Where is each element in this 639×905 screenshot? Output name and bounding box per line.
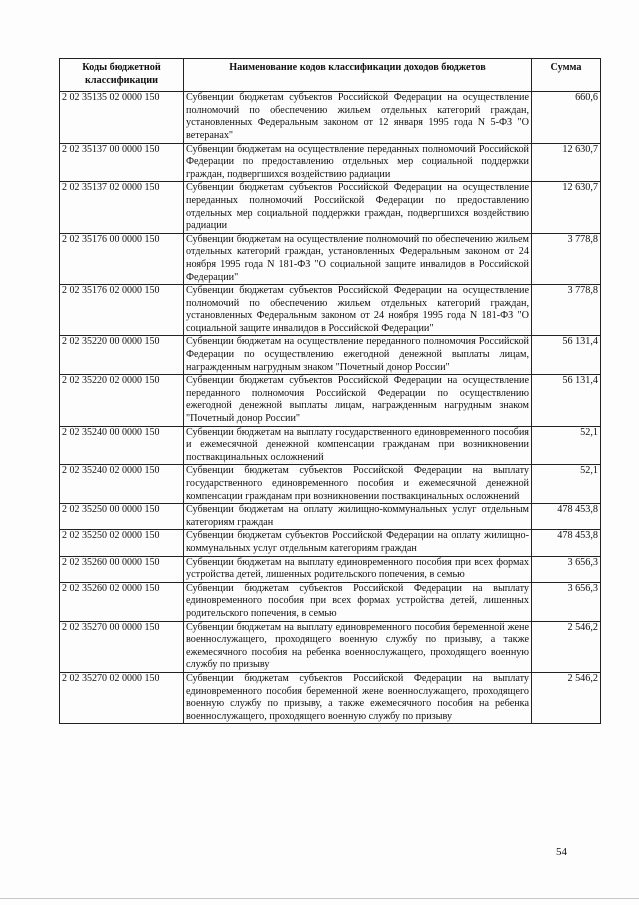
cell-name: Субвенции бюджетам субъектов Российской Федерации на осуществление полномочий по обеспечению жильем отдельных категорий граждан, установленных Федеральным законом от 12 января 1995 года N 5-ФЗ "О ветеранах" (184, 92, 532, 143)
page-bottom-divider (0, 898, 639, 899)
cell-name: Субвенции бюджетам субъектов Российской Федерации на выплату единовременного пособия при всех формах устройства детей, лишенных родительского попечения, в семью (184, 582, 532, 621)
table-row (60, 465, 601, 504)
cell-name: Субвенции бюджетам на оплату жилищно-коммунальных услуг отдельным категориям граждан (184, 504, 532, 530)
cell-sum: 3 778,8 (532, 233, 601, 284)
table-row (60, 426, 601, 465)
cell-code: 2 02 35240 02 0000 150 (60, 465, 184, 504)
table-row (60, 143, 601, 182)
table-row (60, 285, 601, 336)
cell-sum: 3 778,8 (532, 285, 601, 336)
cell-code: 2 02 35137 00 0000 150 (60, 143, 184, 182)
cell-name: Субвенции бюджетам на выплату государственного единовременного пособия и ежемесячной денежной компенсации гражданам при возникновении поствакцинальных осложнений (184, 426, 532, 465)
table-row (60, 182, 601, 233)
cell-code: 2 02 35176 00 0000 150 (60, 233, 184, 284)
header-code: Коды бюджетной классификации (60, 59, 184, 92)
cell-name: Субвенции бюджетам субъектов Российской Федерации на выплату государственного единовременного пособия и ежемесячной денежной компенсации гражданам при возникновении поствакцинальных осложнений (184, 465, 532, 504)
cell-sum: 3 656,3 (532, 582, 601, 621)
cell-code: 2 02 35270 02 0000 150 (60, 672, 184, 723)
cell-code: 2 02 35260 00 0000 150 (60, 556, 184, 582)
table-header-row (60, 59, 601, 92)
table-row (60, 582, 601, 621)
table-row (60, 92, 601, 143)
cell-name: Субвенции бюджетам на осуществление переданных полномочий Российской Федерации по предоставлению отдельных мер социальной поддержки граждан, подвергшихся воздействию радиации (184, 143, 532, 182)
table-row (60, 530, 601, 556)
cell-sum: 478 453,8 (532, 504, 601, 530)
cell-name: Субвенции бюджетам субъектов Российской Федерации на оплату жилищно-коммунальных услуг отдельным категориям граждан (184, 530, 532, 556)
cell-sum: 12 630,7 (532, 143, 601, 182)
cell-sum: 52,1 (532, 465, 601, 504)
cell-code: 2 02 35137 02 0000 150 (60, 182, 184, 233)
table-row (60, 621, 601, 672)
budget-revenue-table (59, 58, 601, 724)
cell-name: Субвенции бюджетам субъектов Российской Федерации на осуществление полномочий по обеспечению жильем отдельных категорий граждан, установленных Федеральным законом от 24 ноября 1995 года N 181-ФЗ "О социальной защите инвалидов в Российской Федерации" (184, 285, 532, 336)
cell-name: Субвенции бюджетам субъектов Российской Федерации на осуществление переданного полномочия Российской Федерации по осуществлению ежегодной денежной выплаты лицам, награжденным нагрудным знаком "Почетный донор России" (184, 375, 532, 426)
table-row (60, 556, 601, 582)
cell-code: 2 02 35250 02 0000 150 (60, 530, 184, 556)
cell-code: 2 02 35250 00 0000 150 (60, 504, 184, 530)
cell-name: Субвенции бюджетам субъектов Российской Федерации на выплату единовременного пособия беременной жене военнослужащего, проходящего военную службу по призыву, а также ежемесячного пособия на ребенка военнослужащего, проходящего военную службу по призыву (184, 672, 532, 723)
cell-name: Субвенции бюджетам субъектов Российской Федерации на осуществление переданных полномочий Российской Федерации по предоставлению отдельных мер социальной поддержки граждан, подвергшихся воздействию радиации (184, 182, 532, 233)
cell-code: 2 02 35176 02 0000 150 (60, 285, 184, 336)
cell-name: Субвенции бюджетам на осуществление полномочий по обеспечению жильем отдельных категорий граждан, установленных Федеральным законом от 24 ноября 1995 года N 181-ФЗ "О социальной защите инвалидов в Российской Федерации" (184, 233, 532, 284)
cell-sum: 2 546,2 (532, 672, 601, 723)
header-sum: Сумма (532, 59, 601, 92)
cell-sum: 56 131,4 (532, 336, 601, 375)
cell-name: Субвенции бюджетам на выплату единовременного пособия беременной жене военнослужащего, проходящего военную службу по призыву, а также ежемесячного пособия на ребенка военнослужащего, проходящего военную службу по призыву (184, 621, 532, 672)
header-name: Наименование кодов классификации доходов бюджетов (184, 59, 532, 92)
page-number: 54 (556, 846, 567, 858)
cell-code: 2 02 35220 02 0000 150 (60, 375, 184, 426)
cell-code: 2 02 35220 00 0000 150 (60, 336, 184, 375)
cell-sum: 2 546,2 (532, 621, 601, 672)
cell-code: 2 02 35270 00 0000 150 (60, 621, 184, 672)
cell-code: 2 02 35240 00 0000 150 (60, 426, 184, 465)
table-row (60, 233, 601, 284)
table-row (60, 504, 601, 530)
cell-sum: 660,6 (532, 92, 601, 143)
cell-sum: 3 656,3 (532, 556, 601, 582)
table-row (60, 672, 601, 723)
cell-sum: 478 453,8 (532, 530, 601, 556)
table-row (60, 336, 601, 375)
table-row (60, 375, 601, 426)
cell-sum: 56 131,4 (532, 375, 601, 426)
cell-code: 2 02 35260 02 0000 150 (60, 582, 184, 621)
cell-name: Субвенции бюджетам на выплату единовременного пособия при всех формах устройства детей, лишенных родительского попечения, в семью (184, 556, 532, 582)
cell-sum: 12 630,7 (532, 182, 601, 233)
cell-sum: 52,1 (532, 426, 601, 465)
cell-code: 2 02 35135 02 0000 150 (60, 92, 184, 143)
cell-name: Субвенции бюджетам на осуществление переданного полномочия Российской Федерации по осуществлению ежегодной денежной выплаты лицам, награжденным нагрудным знаком "Почетный донор России" (184, 336, 532, 375)
